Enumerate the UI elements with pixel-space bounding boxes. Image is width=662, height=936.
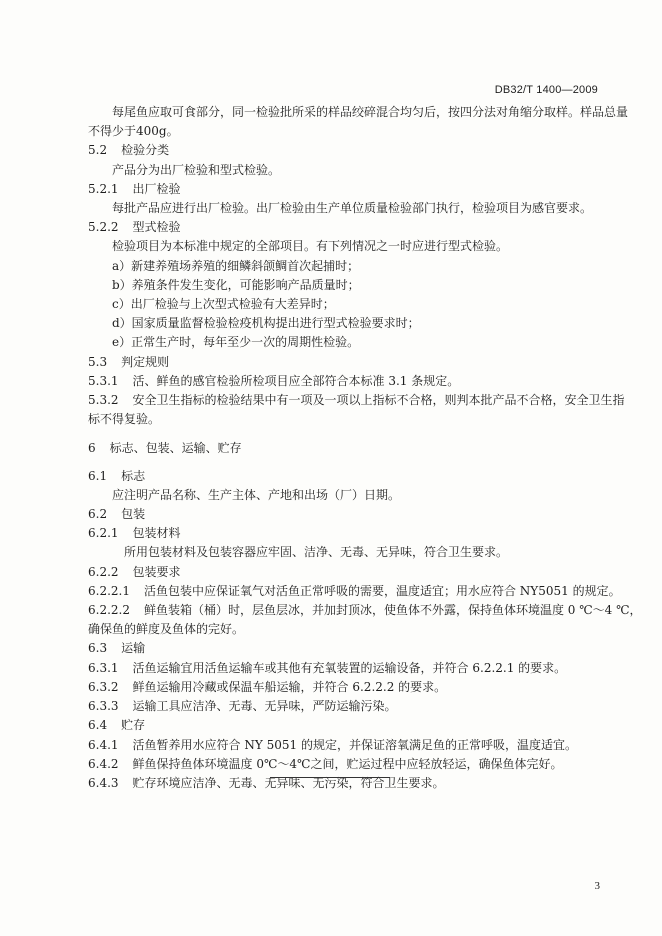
section-heading-5-2-2 <box>88 218 588 237</box>
clause-6-3-3 <box>88 697 588 716</box>
clause-6-3-2 <box>88 678 588 697</box>
clause-text: 鲜鱼运输用冷藏或保温车船运输，并符合 6.2.2.2 的要求。 <box>132 679 447 694</box>
clause-6-4-1 <box>88 736 588 755</box>
section-number: 6.4 <box>88 718 108 733</box>
end-of-document-rule <box>270 777 390 778</box>
paragraph: 每批产品应进行出厂检验。出厂检验由生产单位质量检验部门执行，检验项目为感官要求。 <box>112 201 593 216</box>
section-heading-6-2-1 <box>88 524 588 543</box>
section-number: 6.3 <box>88 641 108 656</box>
section-number: 6.4.3 <box>88 775 119 790</box>
section-number: 6.2.2 <box>88 564 119 579</box>
list-item: e）正常生产时，每年至少一次的周期性检验。 <box>112 335 360 350</box>
section-title: 型式检验 <box>132 220 181 235</box>
section-title: 包装要求 <box>132 564 181 579</box>
page-number: 3 <box>594 880 600 892</box>
section-title: 包装材料 <box>132 526 181 541</box>
list-item: c）出厂检验与上次型式检验有大差异时； <box>112 297 335 312</box>
paragraph: 不得少于400g。 <box>88 124 179 139</box>
clause-text: 鲜鱼保持鱼体环境温度 0℃～4℃之间，贮运过程中应轻放轻运，确保鱼体完好。 <box>132 756 563 771</box>
clause-text: 安全卫生指标的检验结果中有一项及一项以上指标不合格，则判本批产品不合格，安全卫生指 <box>132 393 625 408</box>
section-number: 5.3 <box>88 354 108 369</box>
list-item: d）国家质量监督检验检疫机构提出进行型式检验要求时； <box>112 316 420 331</box>
clause-text: 贮存环境应洁净、无毒、无异味、无污染，符合卫生要求。 <box>132 775 445 790</box>
section-number: 6.2.2.2 <box>88 603 130 618</box>
section-title: 标志、包装、运输、贮存 <box>109 441 242 456</box>
paragraph: 检验项目为本标准中规定的全部项目。有下列情况之一时应进行型式检验。 <box>112 239 509 254</box>
paragraph: 所用包装材料及包装容器应牢固、洁净、无毒、无异味，符合卫生要求。 <box>124 545 509 560</box>
clause-6-2-2-1 <box>88 582 621 601</box>
clause-text: 运输工具应洁净、无毒、无异味，严防运输污染。 <box>132 699 397 714</box>
section-number: 6.2 <box>88 507 108 522</box>
section-number: 6.4.2 <box>88 756 119 771</box>
clause-5-3-1 <box>88 372 588 391</box>
section-number: 5.3.2 <box>88 393 119 408</box>
section-number: 5.2.2 <box>88 220 119 235</box>
section-title: 检验分类 <box>121 143 170 158</box>
section-number: 6 <box>88 441 96 456</box>
section-number: 5.2 <box>88 143 108 158</box>
section-heading-6-1 <box>88 467 588 486</box>
clause-text: 活鱼运输宜用活鱼运输车或其他有充氧装置的运输设备，并符合 6.2.2.1 的要求。 <box>132 660 567 675</box>
section-heading-6-4 <box>88 716 588 735</box>
standard-code: DB32/T 1400—2009 <box>494 84 598 96</box>
paragraph: 应注明产品名称、生产主体、产地和出场（厂）日期。 <box>112 487 401 502</box>
clause-5-3-2 <box>88 391 625 410</box>
section-number: 6.2.1 <box>88 526 119 541</box>
section-title: 出厂检验 <box>132 181 181 196</box>
clause-6-4-2 <box>88 755 588 774</box>
section-title: 判定规则 <box>121 354 170 369</box>
paragraph: 产品分为出厂检验和型式检验。 <box>112 162 281 177</box>
section-number: 6.3.2 <box>88 679 119 694</box>
clause-text: 活鱼暂养用水应符合 NY 5051 的规定，并保证溶氧满足鱼的正常呼吸，温度适宜。 <box>132 737 577 752</box>
clause-6-2-2-2 <box>88 601 642 620</box>
list-item: b）养殖条件发生变化，可能影响产品质量时； <box>112 277 360 292</box>
section-title: 运输 <box>121 641 146 656</box>
chapter-heading-6 <box>88 439 588 458</box>
section-number: 6.2.2.1 <box>88 583 130 598</box>
section-number: 6.1 <box>88 468 108 483</box>
section-title: 贮存 <box>121 718 146 733</box>
section-number: 6.3.3 <box>88 699 119 714</box>
section-heading-6-3 <box>88 639 588 658</box>
paragraph: 每尾鱼应取可食部分，同一检验批所采的样品绞碎混合均匀后，按四分法对角缩分取样。样品总量 <box>112 105 629 119</box>
section-number: 6.3.1 <box>88 660 119 675</box>
clause-text: 鲜鱼装箱（桶）时，层鱼层冰，并加封顶冰，使鱼体不外露，保持鱼体环境温度 0 ℃～4 ℃， <box>143 603 642 618</box>
section-number: 5.2.1 <box>88 181 119 196</box>
section-heading-5-2-1 <box>88 180 588 199</box>
list-item: a）新建养殖场养殖的细鳞斜颌鲷首次起捕时； <box>112 258 360 273</box>
section-heading-5-3 <box>88 353 588 372</box>
section-title: 标志 <box>121 468 146 483</box>
section-number: 5.3.1 <box>88 373 119 388</box>
clause-text: 活、鲜鱼的感官检验所检项目应全部符合本标准 3.1 条规定。 <box>132 373 460 388</box>
section-heading-6-2 <box>88 505 588 524</box>
section-title: 包装 <box>121 507 146 522</box>
paragraph: 确保鱼的鲜度及鱼体的完好。 <box>88 622 245 637</box>
document-body <box>88 103 642 793</box>
paragraph: 标不得复验。 <box>88 412 161 427</box>
section-heading-6-2-2 <box>88 563 588 582</box>
clause-text: 活鱼包装中应保证氧气对活鱼正常呼吸的需要，温度适宜；用水应符合 NY5051 的规定。 <box>143 583 621 598</box>
section-number: 6.4.1 <box>88 737 119 752</box>
clause-6-3-1 <box>88 659 588 678</box>
section-heading-5-2 <box>88 141 588 160</box>
